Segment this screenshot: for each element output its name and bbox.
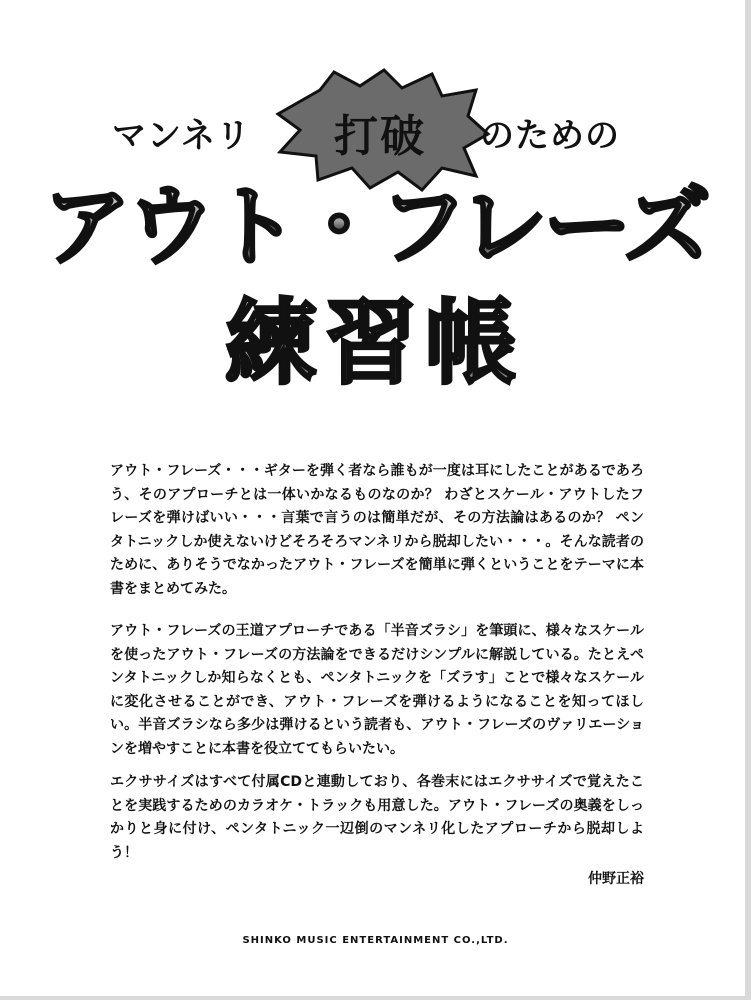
title-main-text: アウト・フレーズ — [42, 175, 708, 278]
title-suffix: のための — [480, 116, 620, 156]
page-edge-bottom — [0, 996, 751, 1000]
book-title — [0, 0, 751, 420]
intro-paragraph-1: アウト・フレーズ・・・ギターを弾く者なら誰もが一度は耳にしたことがあるであろう、そのアプローチとは一体いかなるものなのか？ わざとスケール・アウトしたフレーズを弾けばいい・・・言葉で言うのは簡単だが、その方法論はあるのか？ ペンタトニックしか使えないけどそろそろマンネリから脱却したい・・・。そんな読者のために、ありそうでなかったアウト・フレーズを簡単に弾くということをテーマに本書をまとめてみた。 — [110, 463, 644, 597]
title-sub-text: 練習帳 — [224, 290, 526, 397]
intro-paragraph-3: エクササイズはすべて付属CDと連動しており、各巻末にはエクササイズで覚えたことを実践するためのカラオケ・トラックも用意した。アウト・フレーズの奥義をしっかりと身に付け、ペンタトニック一辺倒のマンネリ化したアプローチから脱却しよう！ — [110, 774, 644, 861]
title-burst-word: 打破 — [334, 111, 426, 162]
author-name: 仲野正裕 — [588, 871, 644, 887]
publisher-logo: SHINKO MUSIC ENTERTAINMENT CO.,LTD. — [242, 935, 509, 946]
intro-paragraph-2: アウト・フレーズの王道アプローチである「半音ズラシ」を筆頭に、様々なスケールを使ったアウト・フレーズの方法論をできるだけシンプルに解説している。たとえペンタトニックしか知らなくとも、ペンタトニックを「ズラす」ことで様々なスケールに変化させることができ、アウト・フレーズを弾けるようになることを知ってほしい。半音ズラシなら多少は弾けるという読者も、アウト・フレーズのヴァリエーションを増やすことに本書を役立ててもらいたい。 — [110, 623, 644, 757]
title-main-graphic — [0, 165, 751, 285]
title-sub-block — [0, 275, 751, 405]
title-main-block — [0, 165, 751, 285]
title-prefix: マンネリ — [112, 116, 251, 156]
title-sub-graphic — [0, 275, 751, 405]
title-line1 — [0, 98, 751, 168]
